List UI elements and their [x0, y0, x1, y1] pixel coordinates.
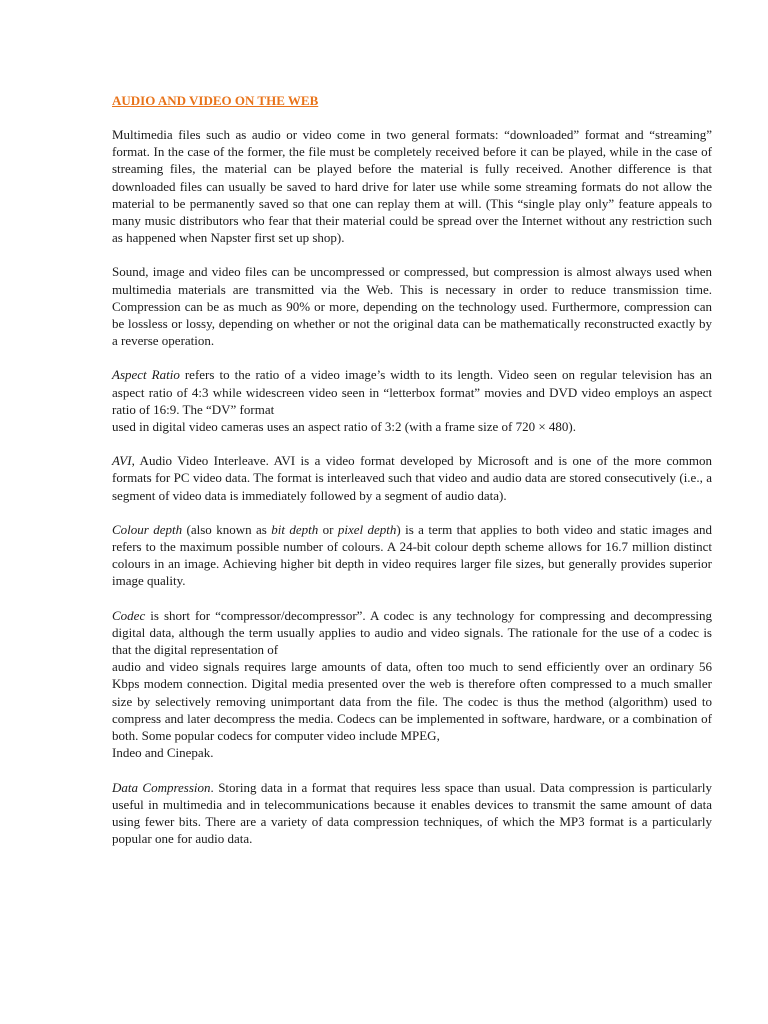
paragraph-codec	[112, 607, 712, 762]
document-page	[112, 92, 712, 864]
paragraph-colour-depth	[112, 521, 712, 590]
term-bit-depth: bit depth	[271, 521, 319, 537]
aspect-ratio-text-b: used in digital video cameras uses an aspect ratio of 3:2 (with a frame size of 720 × 480).	[112, 419, 576, 435]
term-aspect-ratio: Aspect Ratio	[112, 367, 180, 383]
codec-text-c: Indeo and Cinepak.	[112, 745, 214, 761]
paragraph-aspect-ratio	[112, 366, 712, 435]
colour-depth-text-b: or	[318, 521, 338, 537]
paragraph-data-compression	[112, 779, 712, 848]
colour-depth-text-a: (also known as	[182, 521, 272, 537]
term-avi: AVI	[112, 453, 132, 469]
term-codec: Codec	[112, 607, 146, 623]
document-title: AUDIO AND VIDEO ON THE WEB	[112, 93, 319, 108]
paragraph-compression-text: Sound, image and video files can be uncompressed or compressed, but compression is almost always used when multimedia materials are transmitted via the Web. This is necessary in order to reduce transmission time. Compression can be as much as 90% or more, depending on the technology used. Furthermore, compression can be lossless or lossy, depending on whether or not the original data can be mathematically reconstructed exactly by a reverse operation.	[112, 264, 712, 349]
paragraph-formats-text: Multimedia files such as audio or video come in two general formats: “downloaded” format and “streaming” format. In the case of the former, the file must be completely received before it can be played, while in the case of streaming files, the material can be played before the material is fully received. Another difference is that downloaded files can usually be saved to hard drive for later use while some streaming formats do not allow the material to be permanently saved so that one can replay them at will. (This “single play only” feature appeals to many music distributors who fear that their material could be spread over the Internet without any restriction such as happened when Napster first set up shop).	[112, 127, 712, 246]
term-data-compression: Data Compression	[112, 779, 211, 795]
term-colour-depth: Colour depth	[112, 521, 183, 537]
paragraph-compression	[112, 263, 712, 349]
term-pixel-depth: pixel depth	[337, 521, 397, 537]
data-compression-text: . Storing data in a format that requires less space than usual. Data compression is particularly useful in multimedia and in telecommunications because it enables devices to transmit the same amount of data using fewer bits. There are a variety of data compression techniques, of which the MP3 format is a particularly popular one for audio data.	[112, 779, 712, 847]
codec-text-b: audio and video signals requires large amounts of data, often too much to send efficiently over an ordinary 56 Kbps modem connection. Digital media presented over the web is therefore often compressed to a much smaller size by selectively removing unimportant data from the file. The codec is thus the method (algorithm) used to compress and later decompress the media. Codecs can be implemented in software, hardware, or a combination of both. Some popular codecs for computer video include MPEG,	[112, 659, 712, 744]
paragraph-avi	[112, 452, 712, 504]
avi-text: , Audio Video Interleave. AVI is a video format developed by Microsoft and is one of the more common formats for PC video data. The format is interleaved such that video and audio data are stored consecutively (i.e., a segment of video data is immediately followed by a segment of audio data).	[112, 453, 712, 503]
paragraph-formats	[112, 126, 712, 246]
colour-depth-text-c: ) is a term that applies to both video and static images and refers to the maximum possible number of colours. A 24-bit colour depth scheme allows for 16.7 million distinct colours in an image. Achieving higher bit depth in video requires larger file sizes, but generally provides superior image quality.	[112, 521, 712, 589]
aspect-ratio-text-a: refers to the ratio of a video image’s width to its length. Video seen on regular television has an aspect ratio of 4:3 while widescreen video seen in “letterbox format” movies and DVD video employs an aspect ratio of 16:9. The “DV” format	[112, 367, 712, 417]
codec-text-a: is short for “compressor/decompressor”. A codec is any technology for compressing and decompressing digital data, although the term usually applies to audio and video signals. The rationale for the use of a codec is that the digital representation of	[112, 607, 712, 658]
